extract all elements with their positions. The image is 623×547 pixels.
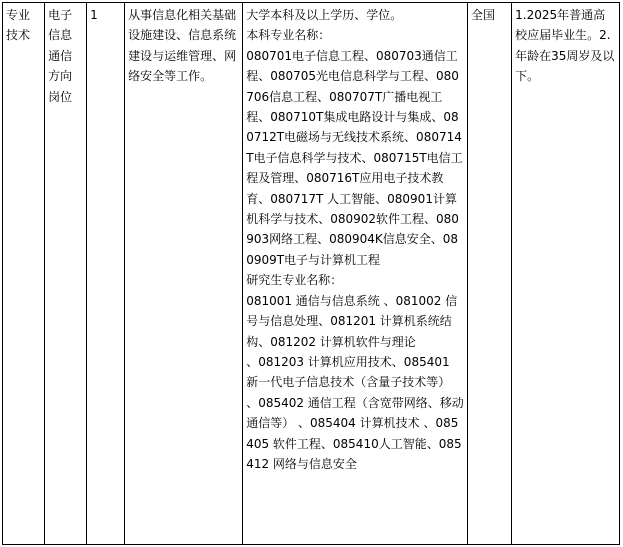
job-position-table <box>2 2 620 545</box>
education-requirement: 大学本科及以上学历、学位。 <box>246 8 403 22</box>
graduate-majors-heading: 研究生专业名称： <box>246 273 343 288</box>
other-requirements-cell: 1.2025年普通高校应届毕业生。2.年龄在35周岁及以下。 <box>512 3 620 545</box>
position-name-cell: 电子信息通信方向岗位 <box>45 3 87 545</box>
undergrad-majors-list: 080701电子信息工程、080703通信工程、080705光电信息科学与工程、080706信息工程、080707T广播电视工程、080710T集成电路设计与集成、080712T电磁场与无线技术系统、080714T电子信息科学与技术、080715T电信工程及管理、080716T应用电子技术教育、080717T 人工智能、080901计算机科学与技术、080902软件工程、080903网络工程、080904K信息安全、080909T电子与计算机工程 <box>246 48 463 267</box>
hiring-count-cell: 1 <box>87 3 125 545</box>
job-duties-cell: 从事信息化相关基础设施建设、信息系统建设与运维管理、网络安全等工作。 <box>125 3 243 545</box>
undergrad-majors-heading: 本科专业名称： <box>246 28 331 43</box>
table-row <box>3 3 620 545</box>
recruitment-region-cell: 全国 <box>468 3 512 545</box>
graduate-majors-list-part1: 081001 通信与信息系统 、081002 信号与信息处理、081201 计算机系统结构、081202 计算机软件与理论 <box>246 293 458 349</box>
position-category-cell: 专业技术 <box>3 3 45 545</box>
qualifications-cell <box>243 3 468 545</box>
graduate-majors-list-part2: 、081203 计算机应用技术、085401 新一代电子信息技术（含量子技术等） 、085402 通信工程（含宽带网络、移动通信等） 、085404 计算机技术 、085405 软件工程、085410人工智能、085412 网络与信息安全 <box>246 354 464 471</box>
